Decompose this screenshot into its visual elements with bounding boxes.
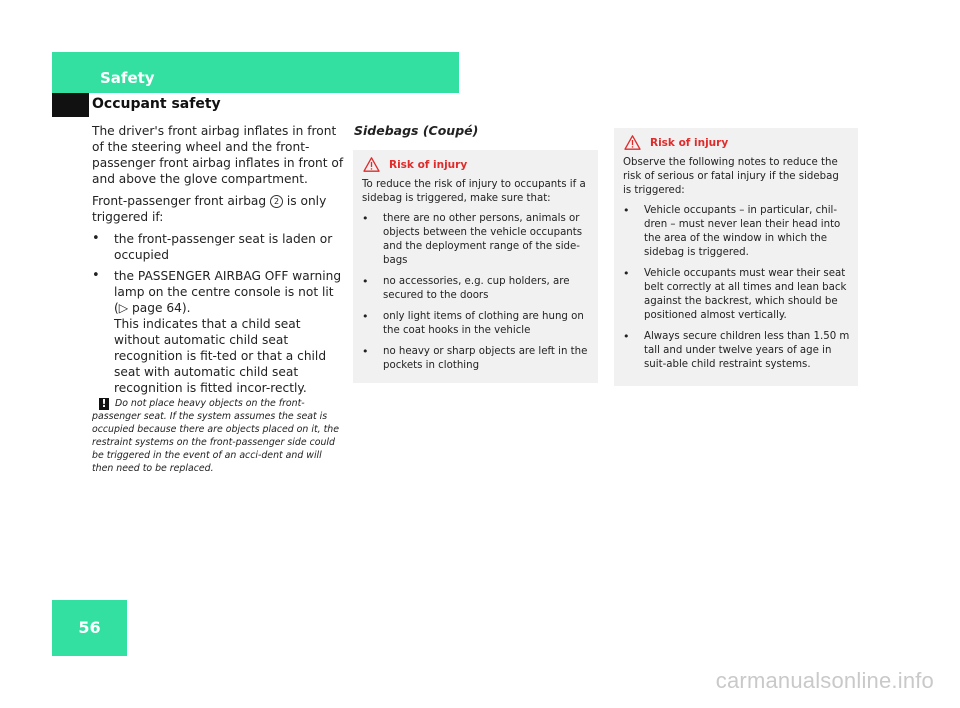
note-text: Do not place heavy objects on the front-passenger seat. If the system assumes the seat is occupied because there are objects placed on it, the restraint systems on the front-passenger side could be triggered in the event of an acci-dent and will then need to be replaced. xyxy=(92,398,339,474)
page-title: Occupant safety xyxy=(92,96,221,112)
section-marker xyxy=(52,93,89,117)
exclamation-icon: ! xyxy=(99,398,109,410)
list-item: • there are no other persons, animals or objects between the vehicle occupants and the deployment range of the side-bags xyxy=(362,212,590,268)
warning-intro: Observe the following notes to reduce the risk of serious or fatal injury if the sidebag is triggered: xyxy=(623,157,839,196)
section-title-safety: Safety xyxy=(100,69,155,87)
warning-intro: To reduce the risk of injury to occupants if a sidebag is triggered, make sure that: xyxy=(362,179,586,204)
list-item-text: the PASSENGER AIRBAG OFF warning lamp on the centre console is not lit (▷ page 64). xyxy=(114,269,342,315)
warning-box xyxy=(353,150,598,383)
left-column xyxy=(92,123,344,401)
sidebags-heading: Sidebags (Coupé) xyxy=(354,123,479,138)
page-number-box xyxy=(52,600,127,656)
list-item: • Vehicle occupants must wear their seat belt correctly at all times and lean back against the backrest, which should be positioned almost vertically. xyxy=(623,267,850,323)
list-item: • only light items of clothing are hung on the coat hooks in the vehicle xyxy=(362,310,590,338)
warning-header xyxy=(363,157,598,172)
list-item: • the front-passenger seat is laden or occupied xyxy=(92,231,344,263)
list-item xyxy=(92,268,344,396)
bullet-list xyxy=(92,231,344,396)
paragraph xyxy=(92,193,344,225)
list-item: • Always secure children less than 1.50 m tall and under twelve years of age in suit-able child restraint systems. xyxy=(623,330,850,372)
warning-box xyxy=(614,128,858,386)
warning-list xyxy=(623,204,850,372)
paragraph-text: Front-passenger front airbag xyxy=(92,194,271,208)
warning-triangle-icon xyxy=(624,135,641,150)
list-item: • no accessories, e.g. cup holders, are secured to the doors xyxy=(362,275,590,303)
paragraph: The driver's front airbag inflates in front of the steering wheel and the front-passenger front airbag inflates in front of and above the glove compartment. xyxy=(92,124,344,186)
page-number: 56 xyxy=(78,618,101,637)
callout-number: 2 xyxy=(270,195,283,208)
list-item-text: This indicates that a child seat without automatic child seat recognition is fit-ted or that a child seat with automatic child seat recognition is fitted incor-rectly. xyxy=(114,317,327,395)
warning-list xyxy=(362,212,590,373)
warning-title: Risk of injury xyxy=(650,136,729,149)
list-item: • no heavy or sharp objects are left in the pockets in clothing xyxy=(362,345,590,373)
paragraph-text: is only triggered if: xyxy=(92,194,327,224)
watermark: carmanualsonline.info xyxy=(715,668,934,693)
caution-note xyxy=(92,397,344,475)
warning-triangle-icon xyxy=(363,157,380,172)
warning-title: Risk of injury xyxy=(389,158,468,171)
warning-header xyxy=(624,135,858,150)
list-item: • Vehicle occupants – in particular, chil-dren – must never lean their head into the area of the window in which the sidebag is triggered. xyxy=(623,204,850,260)
